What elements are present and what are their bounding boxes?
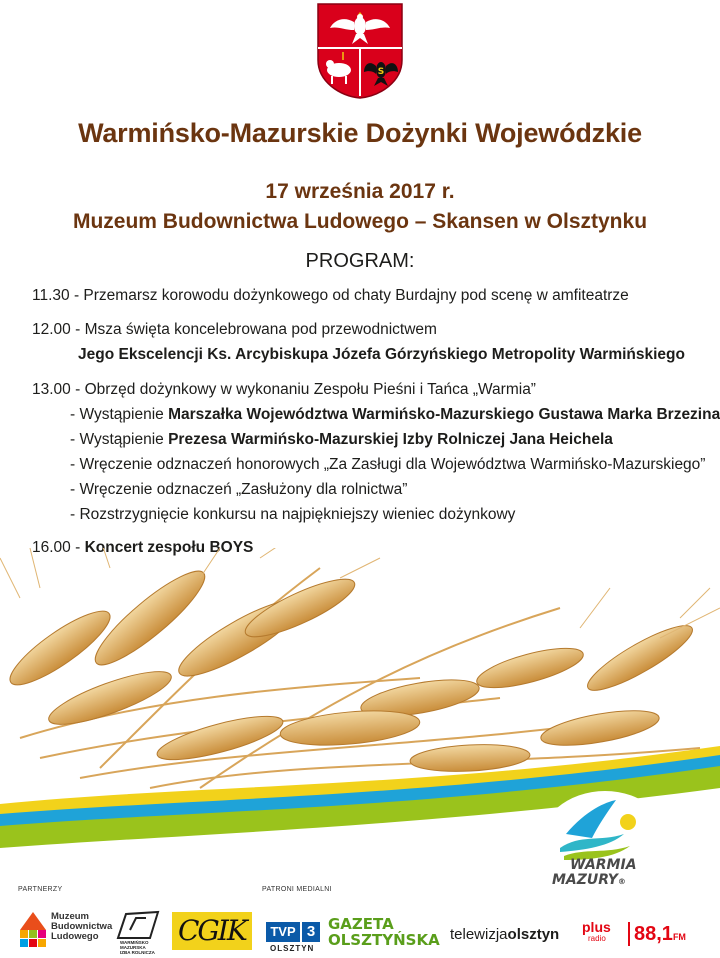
program-subtext: Jego Ekscelencji Ks. Arcybiskupa Józefa Górzyńskiego Metropolity Warmińskiego	[78, 346, 685, 363]
izba-line2: MAZURSKA	[120, 945, 146, 950]
subitem-bold: Marszałka Województwa Warmińsko-Mazurskiego Gustawa Marka Brzezina	[168, 406, 720, 423]
program-item-1	[32, 284, 712, 308]
tvp-number: 3	[302, 922, 320, 942]
program-time: 16.00 -	[32, 539, 85, 556]
program-time: 13.00 -	[32, 381, 85, 398]
svg-text:S: S	[377, 67, 385, 77]
muzeum-line3: Ludowego	[51, 931, 99, 942]
cgik-logo	[172, 912, 252, 950]
warmia-mazury-logo-icon	[536, 790, 674, 908]
izba-logo-icon	[114, 910, 162, 940]
freq-text: 88,1	[634, 923, 673, 945]
program-time: 11.30 -	[32, 287, 84, 304]
registered-mark: ®	[617, 877, 626, 886]
program-text: Msza święta koncelebrowana pod przewodnictwem	[84, 321, 437, 338]
telewizja-text: telewizja	[450, 926, 508, 943]
media-label: PATRONI MEDIALNI	[262, 886, 332, 893]
program-text: Przemarsz korowodu dożynkowego od chaty Burdajny pod scenę w amfiteatrze	[83, 287, 629, 304]
program-heading: PROGRAM:	[305, 250, 415, 272]
izba-rolnicza-logo	[114, 908, 164, 954]
program-item-2-sub	[32, 343, 712, 367]
olsztyn-text: olsztyn	[507, 926, 560, 943]
partners-label: PARTNERZY	[18, 886, 63, 893]
radio-frequency	[628, 908, 712, 954]
subitem-text: - Wręczenie odznaczeń honorowych „Za Zasługi dla Województwa Warmińsko-Mazurskiego”	[70, 456, 706, 473]
plus-text: plus	[582, 919, 611, 935]
subitem-text: - Rozstrzygnięcie konkursu na najpiękniejszy wieniec dożynkowy	[70, 506, 516, 523]
tvp3-logo	[264, 908, 324, 954]
plus-radio-logo	[580, 908, 624, 954]
telewizja-olsztyn-logo	[450, 908, 576, 954]
subitem-prefix: - Wystąpienie	[70, 431, 169, 448]
subitem-bold: Prezesa Warmińsko-Mazurskiej Izby Rolniczej Jana Heichela	[168, 431, 613, 448]
event-date: 17 września 2017 r.	[265, 180, 455, 203]
coat-of-arms-icon	[316, 2, 404, 100]
program-subitem	[32, 403, 720, 427]
program-text: Obrzęd dożynkowy w wykonaniu Zespołu Pieśni i Tańca „Warmia”	[84, 381, 536, 398]
tvp-text: TVP	[266, 922, 300, 942]
izba-line3: IZBA ROLNICZA	[120, 950, 155, 955]
izba-line1: WARMIŃSKO	[120, 940, 149, 945]
gazeta-olsztynska-logo	[328, 908, 448, 954]
muzeum-logo	[18, 908, 113, 954]
cgik-text: CGIK	[178, 914, 246, 947]
muzeum-line1: Muzeum	[51, 911, 89, 922]
wm-line1: WARMIA	[570, 857, 637, 873]
warmia-mazury-logo-text	[552, 858, 637, 889]
gazeta-line2: OLSZTYŃSKA	[328, 931, 440, 949]
page-title: Warmińsko-Mazurskie Dożynki Wojewódzkie	[78, 118, 642, 148]
gazeta-line1: GAZETA	[328, 915, 394, 933]
program-item-3	[32, 378, 712, 402]
wm-line2: MAZURY	[552, 872, 618, 888]
muzeum-line2: Budownictwa	[51, 921, 113, 932]
event-venue: Muzeum Budownictwa Ludowego – Skansen w Olsztynku	[72, 210, 648, 233]
program-subitem	[32, 478, 712, 502]
program-item-2	[32, 318, 712, 342]
program-subitem	[32, 428, 712, 452]
program-subitem	[32, 453, 712, 477]
program-time: 12.00 -	[32, 321, 85, 338]
subitem-prefix: - Wystąpienie	[70, 406, 169, 423]
tvp-city: OLSZTYN	[270, 944, 315, 953]
radio-text: radio	[588, 934, 606, 943]
program-subitem	[32, 503, 712, 527]
muzeum-logo-icon	[18, 910, 48, 954]
fm-text: FM	[672, 932, 686, 942]
program-text: Koncert zespołu BOYS	[84, 539, 254, 556]
subitem-text: - Wręczenie odznaczeń „Zasłużony dla rolnictwa”	[70, 481, 408, 498]
